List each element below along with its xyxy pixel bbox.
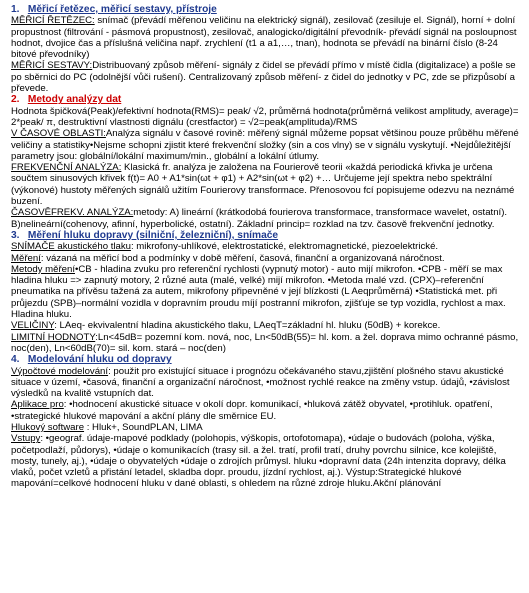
- paragraph-term: MĚŘICÍ ŘETĚZEC:: [11, 15, 95, 27]
- paragraph-text: : •geograf. údaje-mapové podklady (polohopis, výškopis, ortofotomapa), •údaje o budovách (poloha, výška, početpodlaží, půdorys), •údaje o komunikacích (trasy sil. a žel. tratí, profil tratí, druhy povrchu silnice, kce kolejiště, mosty, tunely, aj.), •údaje o obyvatelých •údaje o zdrojích průmysl. hluku •dopravní data (24h intenzita dopravy, délka vlaků, počet vzletů a přistání letadel, skladba dopr. proudu, jízdní rychlost, aj.). Výstup:Strategické hlukové mapování=celkové hodnocení hluku v dané oblasti, s ohledem na různé zdroje hluku.Akční plánování: [11, 433, 506, 490]
- paragraph-text: snímač (převádí měřenou veličinu na elektrický signál), zesilovač (zesiluje el. Signál), horní + dolní propustnost (filtrování - pásmová propustnost), zesilovač, analogicko/digitální převodník- převádí signál na posloupnost hodnot, dvojice čas a příslušná veličina např. zrychlení (t1 a a1,…, tnan), hodnota se převádí na binární číslo (8-24 bitové převodníky): [11, 15, 517, 61]
- paragraph-text: : vázaná na měřicí bod a podmínky v době měření, časová, finanční a organizovaná náročnost.: [40, 252, 445, 264]
- section-number: 2.: [11, 94, 20, 106]
- paragraph: [11, 15, 520, 60]
- section-number: 1.: [11, 4, 20, 15]
- paragraph-term: Metody měření: [11, 263, 75, 275]
- paragraph: [11, 106, 520, 129]
- paragraph: [11, 422, 520, 433]
- paragraph-term: Měření: [11, 252, 41, 264]
- paragraph-term: VELIČINY: [11, 320, 55, 332]
- paragraph-text: : •hodnocení akustické situace v okolí dopr. komunikací, •hluková zátěž obyvatel, •protihluk. opatření, •strategické hlukové mapování a akční plány dle směrnice EU.: [11, 399, 493, 422]
- paragraph: [11, 332, 520, 355]
- paragraph-term: LIMITNÍ HODNOTY: [11, 331, 96, 343]
- paragraph-term: Vstupy: [11, 433, 41, 445]
- section-title: Metody analýzy dat: [27, 94, 122, 106]
- section-number: 3.: [11, 229, 20, 241]
- paragraph-term: SNÍMAČE akustického tlaku: [11, 241, 131, 253]
- section-heading: [11, 230, 520, 241]
- paragraph-term: Výpočtové modelování: [11, 365, 109, 377]
- paragraph: [11, 433, 520, 489]
- paragraph: [11, 162, 520, 207]
- paragraph-text: •CB - hladina zvuku pro referenční rychlosti (vypnutý motor) - auto mijí mikrofon. •CPB - měří se max hladina hluku => zapnutý motory, 2 různé auta (malé, velké) mijí mikrofon. •Metoda malé vzd. (CPX)–referenční pneumatika na přívěsu tažená za autem, mikrofony připevněné v její blízkosti (L Aeqprůměrná) •Statistická met. při průjezdu (SPB)–normální vozidla v dopravním proudu míjí postranní mikrofon, zjišťuje se typ vozidla, rychlost a max. Hladina hluku.: [11, 263, 506, 321]
- paragraph: [11, 320, 520, 331]
- paragraph-text: Klasická fr. analýza je založena na Fourierově teorii «každá periodická křivka je určena součtem sinusových křivek f(t)= A0 + A1*sin(ωt + φ1) + A2*sin(ωt + φ2) +… Určujeme její spektra nebo spektrální (výkonové) hustoty měřených signálů užitím Fourierovy transformace. Přenosovou fcí popisujeme odezvu na neznámé buzení.: [11, 162, 515, 208]
- paragraph-term: ČASOVĚFREKV. ANALÝZA:: [11, 207, 134, 219]
- paragraph-term: Aplikace pro: [11, 399, 64, 411]
- paragraph-text: : LAeq- ekvivalentní hladina akustického tlaku, LAeqT=základní hl. hluku (50dB) + korekce.: [54, 320, 441, 332]
- paragraph-text: : Hluk+, SoundPLAN, LIMA: [84, 421, 203, 433]
- section-heading: [11, 4, 520, 15]
- paragraph: [11, 207, 520, 230]
- paragraph: [11, 366, 520, 400]
- section-number: 4.: [11, 354, 20, 366]
- paragraph-text: Analýza signálu v časové rovině: měřený signál můžeme popsat většinou pouze průběhu měřené veličiny a statistiky•Nejsme schopni zjistit které frekvenční složky (sin a cos vlny) se v signálu vyskytují. •Nejdůležitější parametry jsou: globální/lokální maximum/min., globální a lokální útlumy.: [11, 128, 519, 162]
- paragraph-term: V ČASOVÉ OBLASTI:: [11, 128, 106, 140]
- paragraph-term: MĚŘICÍ SESTAVY:: [11, 60, 93, 72]
- paragraph-text: :Ln<45dB= pozemní kom. nová, noc, Ln<50dB(55)= hl. kom. a žel. doprava mimo ochranné pásmo, noc(den), Ln<60dB(70)= sil. kom. stará – noc(den): [11, 331, 519, 354]
- section-title: Modelování hluku od dopravy: [27, 354, 172, 366]
- paragraph-term: FREKVENČNÍ ANALÝZA:: [11, 162, 122, 174]
- section-heading: [11, 94, 520, 105]
- paragraph: [11, 399, 520, 422]
- section-title: Měřicí řetězec, měřicí sestavy, přístroje: [27, 4, 217, 15]
- paragraph-text: : mikrofony-uhlíkové, elektrostatické, elektromagnetické, piezoelektrické.: [130, 241, 439, 253]
- section-heading: [11, 354, 520, 365]
- paragraph-text: : použit pro existující situace i prognózu očekávaného stavu,zjištění plošného stavu akustické situace v území, •časová, finanční a organizační náročnost, •možnost rychlé reakce na změny vstup. údajů, •závislost výsledků na kvalitě vstupních dat.: [11, 365, 510, 400]
- paragraph-term: Hlukový software: [11, 421, 85, 433]
- paragraph: [11, 60, 520, 94]
- paragraph: [11, 241, 520, 252]
- paragraph-text: metody: A) lineární (krátkodobá fourierova transformace, transformace wavelet, ostatní). B)nelineární(cohenovy, afinní, hyperbolické, ostatní). Základní princip= rozklad na tzv. časově frekvenční jednotky.: [11, 207, 508, 230]
- paragraph-text: Hodnota špičková(Peak)/efektivní hodnota(RMS)= peak/ √2, průměrná hodnota(průměrná velikost amplitudy, average)= 2*peak/ π, destruktivní vlastnosti dignálu (crestfactor) = √2=peak(amplituda)/RMS: [11, 105, 519, 128]
- paragraph: [11, 128, 520, 162]
- section-title: Měření hluku dopravy (silniční, železniční), snímače: [27, 229, 279, 241]
- paragraph-text: Distribuovaný způsob měření- signály z čidel se převádí přímo v místě čidla (digitalizace) a pošle se po sběrnici do PC (odolnější vůči rušení). Centralizovaný způsob měření- z čidel do jednotky v PC, zde se přizpůsobí a převede.: [11, 60, 516, 95]
- paragraph: [11, 253, 520, 264]
- paragraph: [11, 264, 520, 320]
